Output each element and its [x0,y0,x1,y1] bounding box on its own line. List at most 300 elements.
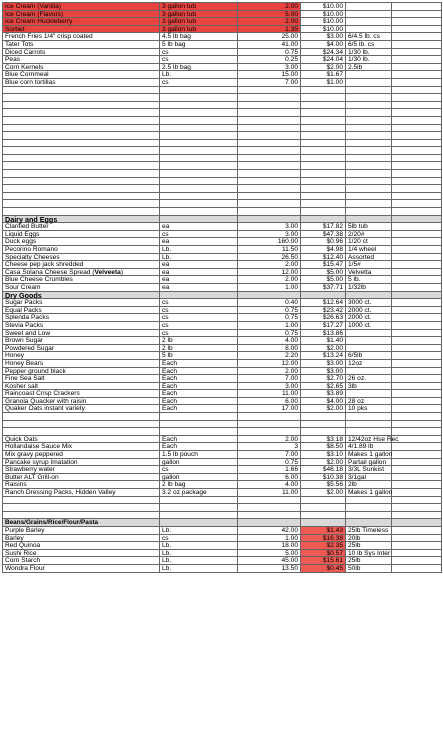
price-cell[interactable]: $12.64 [301,299,346,307]
pack-size-cell[interactable]: 6/4.5 lb. cs [346,33,392,41]
unit-cell[interactable] [160,504,238,512]
quantity-cell[interactable]: 0.25 [238,56,301,64]
quantity-cell[interactable] [238,413,301,421]
price-cell[interactable]: $37.71 [301,284,346,292]
unit-cell[interactable]: 4.5 lb bag [160,33,238,41]
section-title[interactable]: Beans/Grains/Rice/Flour/Pasta [3,519,160,527]
extra-cell[interactable] [392,421,442,429]
item-cell[interactable]: Specialty Cheeses [3,254,160,262]
price-cell[interactable]: $13.86 [301,330,346,338]
price-cell[interactable] [301,94,346,102]
pack-size-cell[interactable]: 1/5# [346,261,392,269]
quantity-cell[interactable]: 13.50 [238,565,301,573]
extra-cell[interactable] [392,504,442,512]
item-cell[interactable]: Quick Oats [3,436,160,444]
pack-size-cell[interactable]: 28 oz [346,398,392,406]
unit-cell[interactable] [160,421,238,429]
unit-cell[interactable]: 2 lb [160,345,238,353]
header-cell[interactable] [301,519,346,527]
unit-cell[interactable] [160,185,238,193]
item-cell[interactable] [3,132,160,140]
item-cell[interactable] [3,497,160,505]
pack-size-cell[interactable] [346,345,392,353]
item-cell[interactable] [3,162,160,170]
extra-cell[interactable] [392,466,442,474]
item-cell[interactable] [3,269,160,277]
unit-cell[interactable] [160,109,238,117]
item-cell[interactable]: Stevia Packs [3,322,160,330]
pack-size-cell[interactable] [346,497,392,505]
unit-cell[interactable]: 2 lb bag [160,481,238,489]
unit-cell[interactable]: Lb. [160,542,238,550]
extra-cell[interactable] [392,41,442,49]
item-cell[interactable] [3,147,160,155]
unit-cell[interactable]: 2.5 lb bag [160,64,238,72]
extra-cell[interactable] [392,375,442,383]
pack-size-cell[interactable] [346,155,392,163]
unit-cell[interactable]: cs [160,307,238,315]
quantity-cell[interactable]: 5.00 [238,550,301,558]
pack-size-cell[interactable]: 1/30 lb. [346,56,392,64]
header-cell[interactable] [346,519,392,527]
extra-cell[interactable] [392,185,442,193]
unit-cell[interactable]: 3 gallon tub [160,26,238,34]
pack-size-cell[interactable] [346,337,392,345]
price-cell[interactable] [301,132,346,140]
unit-cell[interactable]: cs [160,299,238,307]
item-cell[interactable]: Granola Quacker with raisin [3,398,160,406]
item-cell[interactable] [3,87,160,95]
item-cell[interactable] [3,109,160,117]
header-cell[interactable] [392,292,442,300]
unit-cell[interactable]: cs [160,79,238,87]
quantity-cell[interactable] [238,421,301,429]
price-cell[interactable] [301,178,346,186]
quantity-cell[interactable]: 2.20 [238,352,301,360]
price-cell[interactable] [301,497,346,505]
header-cell[interactable] [160,292,238,300]
extra-cell[interactable] [392,102,442,110]
unit-cell[interactable]: cs [160,314,238,322]
pack-size-cell[interactable]: 6/5lb [346,352,392,360]
quantity-cell[interactable]: 11.00 [238,489,301,497]
unit-cell[interactable]: Each [160,398,238,406]
header-cell[interactable] [346,292,392,300]
quantity-cell[interactable]: 12.00 [238,360,301,368]
header-cell[interactable] [160,216,238,224]
extra-cell[interactable] [392,390,442,398]
price-cell[interactable] [301,185,346,193]
pack-size-cell[interactable] [346,102,392,110]
pack-size-cell[interactable]: 12oz [346,360,392,368]
price-cell[interactable]: $3.00 [301,368,346,376]
price-cell[interactable]: $16.38 [301,535,346,543]
unit-cell[interactable] [160,125,238,133]
quantity-cell[interactable] [238,185,301,193]
unit-cell[interactable]: cs [160,49,238,57]
quantity-cell[interactable]: 1.00 [238,535,301,543]
item-cell[interactable] [3,117,160,125]
price-cell[interactable] [301,170,346,178]
quantity-cell[interactable]: 2.00 [238,261,301,269]
item-cell[interactable]: Strawberry water [3,466,160,474]
unit-cell[interactable]: ea [160,284,238,292]
item-cell[interactable]: Kosher salt [3,383,160,391]
price-cell[interactable] [301,208,346,216]
pack-size-cell[interactable] [346,109,392,117]
pack-size-cell[interactable]: 25lb [346,557,392,565]
price-cell[interactable]: $5.00 [301,269,346,277]
unit-cell[interactable] [160,170,238,178]
extra-cell[interactable] [392,223,442,231]
unit-cell[interactable] [160,140,238,148]
pack-size-cell[interactable] [346,3,392,11]
price-cell[interactable] [301,504,346,512]
quantity-cell[interactable] [238,132,301,140]
quantity-cell[interactable]: 3.00 [238,223,301,231]
header-cell[interactable] [238,216,301,224]
item-cell[interactable]: Liquid Eggs [3,231,160,239]
quantity-cell[interactable]: 3.00 [238,231,301,239]
quantity-cell[interactable]: 0.75 [238,330,301,338]
item-cell[interactable]: French Fries 1/4" crisp coated [3,33,160,41]
price-cell[interactable]: $4.98 [301,246,346,254]
quantity-cell[interactable] [238,147,301,155]
section-title[interactable]: Dry Goods [3,292,160,300]
extra-cell[interactable] [392,413,442,421]
pack-size-cell[interactable] [346,162,392,170]
pack-size-cell[interactable] [346,390,392,398]
price-cell[interactable]: $10.38 [301,474,346,482]
pack-size-cell[interactable]: 10 lb Sys Inter [348,549,391,557]
extra-cell[interactable] [392,307,442,315]
item-cell[interactable] [3,200,160,208]
extra-cell[interactable] [392,125,442,133]
unit-cell[interactable]: 1.5 lb pouch [160,451,238,459]
price-cell[interactable] [301,147,346,155]
quantity-cell[interactable]: 7.00 [238,79,301,87]
price-cell[interactable]: $24.04 [301,56,346,64]
quantity-cell[interactable]: 0.75 [238,459,301,467]
pack-size-cell[interactable] [346,368,392,376]
item-cell[interactable]: Cheese pep jack shredded [3,261,160,269]
price-cell[interactable]: $1.40 [301,337,346,345]
extra-cell[interactable] [392,368,442,376]
item-cell[interactable]: Ice Cream Huckleberry [3,18,160,26]
price-cell[interactable]: $10.00 [301,3,346,11]
item-cell[interactable] [3,155,160,163]
pack-size-cell[interactable] [346,26,392,34]
price-cell[interactable]: $10.00 [301,26,346,34]
pack-size-cell[interactable] [346,178,392,186]
price-cell[interactable]: $15.61 [301,557,346,565]
item-cell[interactable]: Splenda Packs [3,314,160,322]
price-cell[interactable]: $2.00 [301,405,346,413]
extra-cell[interactable] [392,3,442,11]
price-cell[interactable]: $1.00 [301,79,346,87]
price-cell[interactable] [301,193,346,201]
extra-cell[interactable] [392,140,442,148]
unit-cell[interactable] [160,497,238,505]
quantity-cell[interactable] [238,117,301,125]
pack-size-cell[interactable]: 1/32lb [346,284,392,292]
quantity-cell[interactable]: 2.00 [238,276,301,284]
extra-cell[interactable] [392,178,442,186]
price-cell[interactable]: $4.00 [301,41,346,49]
extra-cell[interactable] [392,193,442,201]
pack-size-cell[interactable]: 6/5 lb. cs [346,41,392,49]
quantity-cell[interactable]: 5.00 [238,11,301,19]
unit-cell[interactable]: ea [160,238,238,246]
price-cell[interactable]: $47.38 [301,231,346,239]
pack-size-cell[interactable]: 2000 ct. [346,307,392,315]
quantity-cell[interactable]: 8.00 [238,345,301,353]
pack-size-cell[interactable]: Makes 1 gallon [348,489,393,496]
price-cell[interactable]: $15.47 [301,261,346,269]
unit-cell[interactable]: gallon [160,474,238,482]
quantity-cell[interactable] [238,512,301,520]
pack-size-cell[interactable]: 4/1.89 lb [346,443,392,451]
unit-cell[interactable]: Lb. [160,254,238,262]
unit-cell[interactable]: cs [160,535,238,543]
extra-cell[interactable] [392,360,442,368]
quantity-cell[interactable]: 4.00 [238,481,301,489]
unit-cell[interactable]: cs [160,466,238,474]
extra-cell[interactable] [392,254,442,262]
pack-size-cell[interactable]: 12/42oz Hse Rec [348,435,399,443]
unit-cell[interactable] [160,428,238,436]
item-cell[interactable]: Barley [3,535,160,543]
unit-cell[interactable]: Each [160,360,238,368]
pack-size-cell[interactable]: Assorted [346,254,392,262]
extra-cell[interactable] [392,87,442,95]
pack-size-cell[interactable] [346,185,392,193]
price-cell[interactable]: $1.67 [301,71,346,79]
unit-cell[interactable] [160,193,238,201]
extra-cell[interactable] [392,557,442,565]
quantity-cell[interactable]: 2.00 [238,368,301,376]
extra-cell[interactable] [392,314,442,322]
extra-cell[interactable] [392,231,442,239]
extra-cell[interactable] [392,527,442,535]
item-cell[interactable]: Sour Cream [3,284,160,292]
unit-cell[interactable]: Each [160,443,238,451]
price-cell[interactable]: $26.63 [301,314,346,322]
extra-cell[interactable] [392,299,442,307]
extra-cell[interactable] [392,56,442,64]
quantity-cell[interactable]: 7.00 [238,375,301,383]
unit-cell[interactable]: 3.2 oz package [160,489,238,497]
item-cell[interactable]: Purple Barley [3,527,160,535]
item-cell[interactable]: Pecorino Romano [3,246,160,254]
extra-cell[interactable] [392,337,442,345]
extra-cell[interactable] [392,565,442,573]
pack-size-cell[interactable]: 3lb [346,383,392,391]
price-cell[interactable] [301,117,346,125]
price-cell[interactable] [301,512,346,520]
price-cell[interactable]: $1.43 [301,527,346,535]
price-cell[interactable]: $12.40 [301,254,346,262]
pack-size-cell[interactable]: 5lb tub [346,223,392,231]
quantity-cell[interactable]: 6.00 [238,398,301,406]
unit-cell[interactable] [160,94,238,102]
extra-cell[interactable] [392,49,442,57]
item-cell[interactable] [3,102,160,110]
pack-size-cell[interactable]: 2lb [346,481,392,489]
extra-cell[interactable] [392,497,442,505]
pack-size-cell[interactable] [346,125,392,133]
quantity-cell[interactable] [238,428,301,436]
price-cell[interactable]: $0.45 [301,565,346,573]
extra-cell[interactable] [392,269,442,277]
extra-cell[interactable] [392,132,442,140]
pack-size-cell[interactable]: 1000 ct. [346,322,392,330]
price-cell[interactable]: $2.00 [301,345,346,353]
unit-cell[interactable]: 3 gallon tub [160,18,238,26]
quantity-cell[interactable]: 2.00 [238,18,301,26]
price-cell[interactable] [301,109,346,117]
price-cell[interactable]: $3.89 [301,390,346,398]
unit-cell[interactable]: Lb. [160,246,238,254]
price-cell[interactable] [301,87,346,95]
item-cell[interactable]: Sweet and Low [3,330,160,338]
quantity-cell[interactable]: 0.75 [238,307,301,315]
price-cell[interactable] [301,102,346,110]
item-cell[interactable]: Raisins [3,481,160,489]
quantity-cell[interactable]: 45.00 [238,557,301,565]
header-cell[interactable] [160,519,238,527]
pack-size-cell[interactable]: 10 pks [346,405,392,413]
extra-cell[interactable] [392,345,442,353]
header-cell[interactable] [238,519,301,527]
quantity-cell[interactable] [238,125,301,133]
item-cell[interactable]: Corn Starch [3,557,160,565]
quantity-cell[interactable]: 17.00 [238,405,301,413]
price-cell[interactable]: $13.24 [301,352,346,360]
item-cell[interactable]: Quaker Oats instant variety [3,405,160,413]
pack-size-cell[interactable]: 2/20# [346,231,392,239]
item-cell[interactable]: Peas [3,56,160,64]
item-cell[interactable]: Wondra Flour [3,565,160,573]
quantity-cell[interactable]: 3.00 [238,383,301,391]
price-cell[interactable] [301,421,346,429]
pack-size-cell[interactable]: 26 oz. [346,375,392,383]
unit-cell[interactable]: Lb. [160,550,238,558]
item-cell[interactable]: Powdered Sugar [3,345,160,353]
extra-cell[interactable] [392,451,442,459]
quantity-cell[interactable] [238,504,301,512]
quantity-cell[interactable]: 26.50 [238,254,301,262]
quantity-cell[interactable]: 2.00 [238,3,301,11]
quantity-cell[interactable]: 1.00 [238,322,301,330]
extra-cell[interactable] [392,170,442,178]
price-cell[interactable]: $10.00 [301,11,346,19]
item-cell[interactable]: Diced Carrots [3,49,160,57]
item-cell[interactable]: Blue Cheese Crumbles [3,276,160,284]
price-cell[interactable]: $23.42 [301,307,346,315]
price-cell[interactable]: $2.00 [301,64,346,72]
quantity-cell[interactable] [238,200,301,208]
unit-cell[interactable]: Lb. [160,71,238,79]
unit-cell[interactable] [160,208,238,216]
extra-cell[interactable] [392,322,442,330]
quantity-cell[interactable]: 25.00 [238,33,301,41]
pack-size-cell[interactable] [346,140,392,148]
quantity-cell[interactable]: 0.40 [238,299,301,307]
quantity-cell[interactable] [238,140,301,148]
item-cell[interactable]: Honey [3,352,160,360]
unit-cell[interactable]: cs [160,56,238,64]
extra-cell[interactable] [392,94,442,102]
pack-size-cell[interactable]: 3000 ct. [346,299,392,307]
item-cell[interactable]: Equal Packs [3,307,160,315]
quantity-cell[interactable]: 3 [238,443,301,451]
pack-size-cell[interactable] [346,413,392,421]
unit-cell[interactable] [160,178,238,186]
pack-size-cell[interactable] [346,18,392,26]
extra-cell[interactable] [392,276,442,284]
quantity-cell[interactable] [238,87,301,95]
pack-size-cell[interactable]: Makes 1 gallon [348,451,393,459]
price-cell[interactable]: $10.00 [301,18,346,26]
extra-cell[interactable] [392,246,442,254]
price-cell[interactable]: $5.56 [301,481,346,489]
unit-cell[interactable]: Each [160,436,238,444]
unit-cell[interactable]: Each [160,368,238,376]
item-cell[interactable]: Ranch Dressing Packs, Hidden Valley [3,489,160,497]
unit-cell[interactable]: 5 lb [160,352,238,360]
item-cell[interactable]: Ice Cream (Flavors) [3,11,160,19]
quantity-cell[interactable]: 0.75 [238,314,301,322]
price-cell[interactable]: $2.00 [301,459,346,467]
extra-cell[interactable] [392,443,442,451]
item-cell[interactable]: Sorbet [3,26,160,34]
extra-cell[interactable] [392,428,442,436]
unit-cell[interactable] [160,102,238,110]
price-cell[interactable]: $3.00 [301,360,346,368]
pack-size-cell[interactable]: 20lb [346,535,392,543]
extra-cell[interactable] [392,489,442,497]
unit-cell[interactable]: Each [160,383,238,391]
item-cell[interactable]: Pancake syrup Imatation [3,459,160,467]
unit-cell[interactable] [160,87,238,95]
price-cell[interactable] [301,428,346,436]
item-cell[interactable]: Ice Cream (Vanilla) [3,3,160,11]
quantity-cell[interactable]: 11.50 [238,246,301,254]
unit-cell[interactable] [160,413,238,421]
price-cell[interactable]: $3.00 [301,33,346,41]
pack-size-cell[interactable]: 2000 ct. [346,314,392,322]
pack-size-cell[interactable]: 5 lb. [346,276,392,284]
price-cell[interactable]: $2.65 [301,383,346,391]
pack-size-cell[interactable] [346,504,392,512]
extra-cell[interactable] [392,26,442,34]
quantity-cell[interactable]: 3.00 [238,64,301,72]
pack-size-cell[interactable]: 2.5lb [346,64,392,72]
pack-size-cell[interactable] [346,200,392,208]
item-cell[interactable]: Honey Bears [3,360,160,368]
item-cell[interactable] [3,140,160,148]
quantity-cell[interactable] [238,170,301,178]
extra-cell[interactable] [392,405,442,413]
pack-size-cell[interactable]: 3/3L Sunkist [346,466,392,474]
unit-cell[interactable] [160,512,238,520]
quantity-cell[interactable] [238,162,301,170]
pack-size-cell[interactable]: 50lb [346,565,392,573]
quantity-cell[interactable] [238,193,301,201]
extra-cell[interactable] [392,512,442,520]
price-cell[interactable]: $17.82 [301,223,346,231]
